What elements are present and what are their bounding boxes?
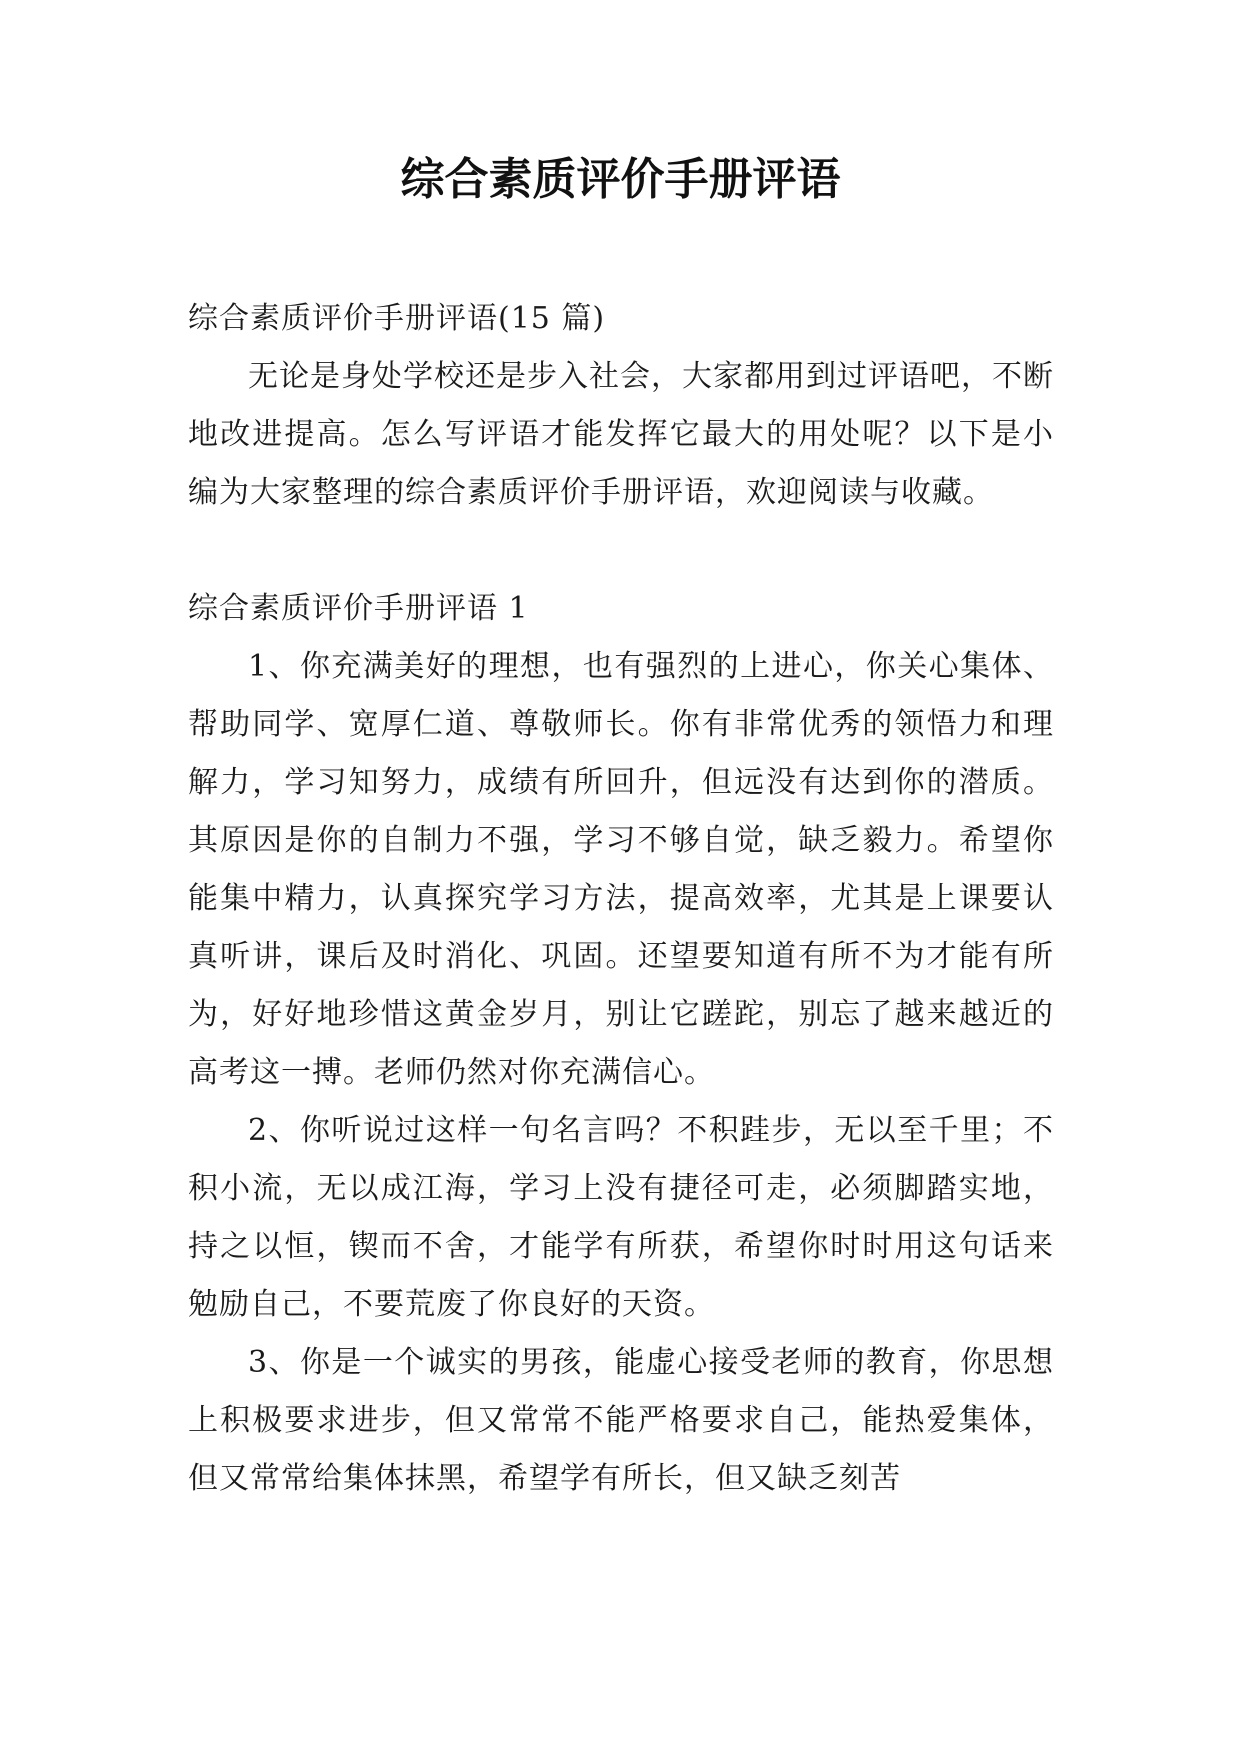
comment-paragraph-3: 3、你是一个诚实的男孩，能虚心接受老师的教育，你思想上积极要求进步，但又常常不能严格要求自己，能热爱集体，但又常常给集体抹黑，希望学有所长，但又缺乏刻苦: [188, 1345, 1054, 1496]
section-heading: 综合素质评价手册评语 1: [188, 591, 529, 626]
document-title: 综合素质评价手册评语: [400, 154, 841, 205]
intro-paragraph: 无论是身处学校还是步入社会，大家都用到过评语吧，不断地改进提高。怎么写评语才能发挥它最大的用处呢？以下是小编为大家整理的综合素质评价手册评语，欢迎阅读与收藏。: [188, 359, 1054, 510]
comment-paragraph-2: 2、你听说过这样一句名言吗？不积跬步，无以至千里；不积小流，无以成江海，学习上没有捷径可走，必须脚踏实地，持之以恒，锲而不舍，才能学有所获，希望你时时用这句话来勉励自己，不要荒废了你良好的天资。: [188, 1113, 1054, 1322]
comment-paragraph-1: 1、你充满美好的理想，也有强烈的上进心，你关心集体、帮助同学、宽厚仁道、尊敬师长。你有非常优秀的领悟力和理解力，学习知努力，成绩有所回升，但远没有达到你的潜质。其原因是你的自制力不强，学习不够自觉，缺乏毅力。希望你能集中精力，认真探究学习方法，提高效率，尤其是上课要认真听讲，课后及时消化、巩固。还望要知道有所不为才能有所为，好好地珍惜这黄金岁月，别让它蹉跎，别忘了越来越近的高考这一搏。老师仍然对你充满信心。: [188, 649, 1054, 1090]
document-subtitle: 综合素质评价手册评语(15 篇): [188, 301, 606, 336]
document-body: [188, 290, 1054, 1508]
paragraph-gap: [188, 522, 1054, 580]
